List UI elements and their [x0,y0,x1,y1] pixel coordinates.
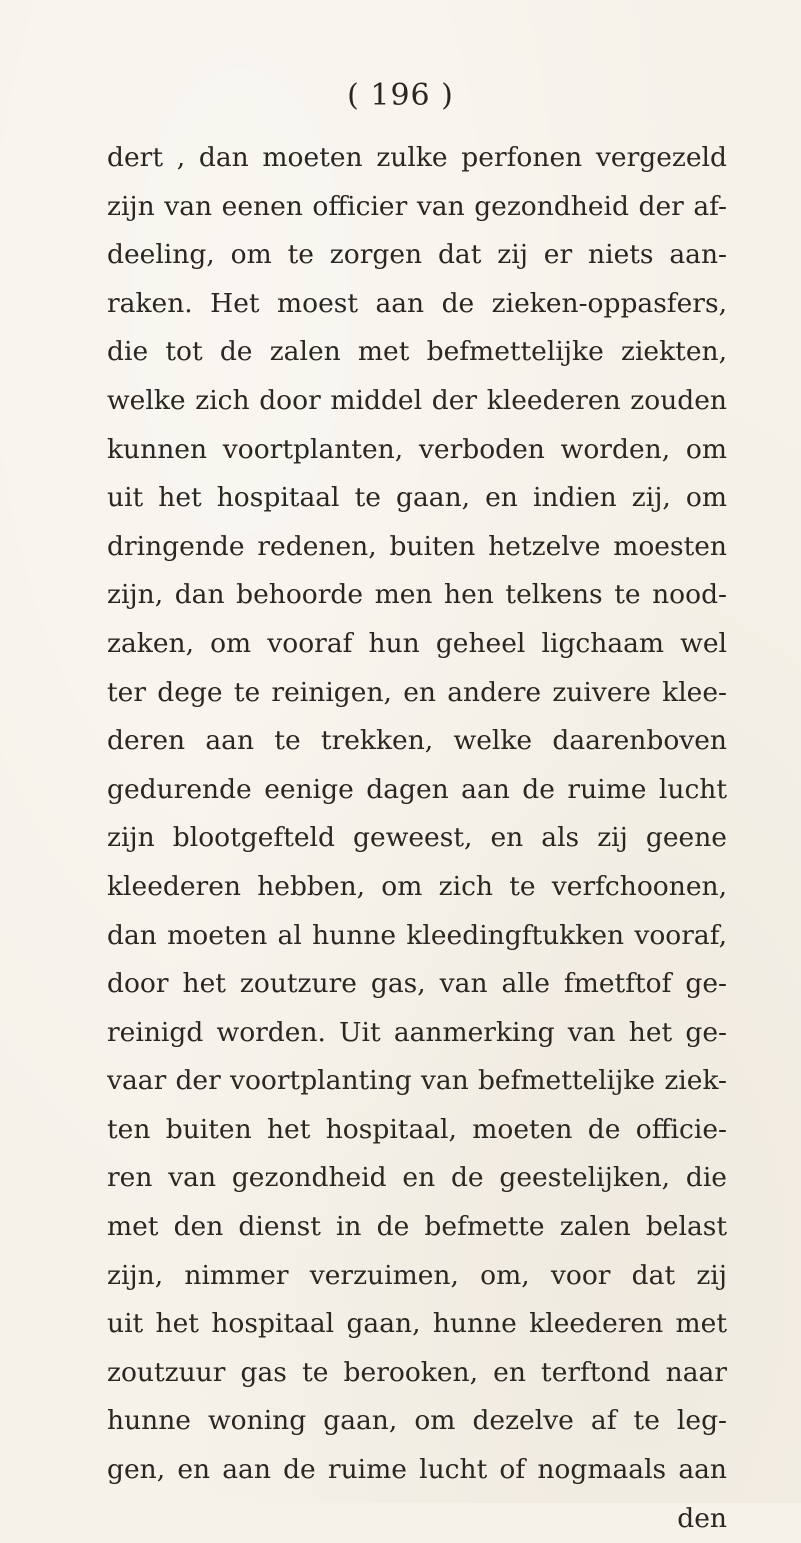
text-line: hunne woning gaan, om dezelve af te leg- [107,1405,727,1437]
text-line: ter dege te reinigen, en andere zuivere klee- [107,676,727,708]
text-line: kunnen voortplanten, verboden worden, om [107,433,727,465]
text-line: die tot de zalen met befmettelijke ziekten, [107,336,727,368]
text-line: zijn, dan behoorde men hen telkens te nood- [107,579,727,611]
text-line: uit het hospitaal te gaan, en indien zij, om [107,482,727,514]
text-line: gen, en aan de ruime lucht of nogmaals aan [107,1454,727,1486]
text-line: raken. Het moest aan de zieken-oppasfers, [107,287,727,319]
text-line: dert , dan moeten zulke perfonen vergezeld [107,142,727,173]
text-line: door het zoutzure gas, van alle fmetftof ge- [107,968,727,1000]
body-text [107,134,727,1543]
catchword: den [677,1502,727,1534]
page-number: ( 196 ) [347,78,454,113]
text-line: ren van gezondheid en de geestelijken, die [107,1162,727,1194]
text-line: deeling, om te zorgen dat zij er niets aan- [107,239,727,271]
text-line: vaar der voortplanting van befmettelijke ziek- [107,1065,727,1097]
text-line: zaken, om vooraf hun geheel ligchaam wel [107,627,727,659]
text-line: zijn, nimmer verzuimen, om, voor dat zij [107,1259,727,1291]
text-line: zijn van eenen officier van gezondheid der af- [107,190,727,222]
text-line: zoutzuur gas te berooken, en terftond naar [107,1356,727,1388]
text-line: welke zich door middel der kleederen zouden [107,384,727,416]
text-line: reinigd worden. Uit aanmerking van het ge- [107,1016,727,1048]
text-line: dan moeten al hunne kleedingftukken vooraf, [107,919,727,951]
text-line: dringende redenen, buiten hetzelve moesten [107,530,727,562]
text-line: zijn blootgefteld geweest, en als zij geene [107,822,727,854]
text-line: met den dienst in de befmette zalen belast [107,1211,727,1243]
text-line: uit het hospitaal gaan, hunne kleederen met [107,1308,727,1340]
text-line: kleederen hebben, om zich te verfchoonen, [107,870,727,902]
text-line: deren aan te trekken, welke daarenboven [107,725,727,757]
text-line: ten buiten het hospitaal, moeten de officie- [107,1113,727,1145]
text-line: gedurende eenige dagen aan de ruime lucht [107,773,727,805]
